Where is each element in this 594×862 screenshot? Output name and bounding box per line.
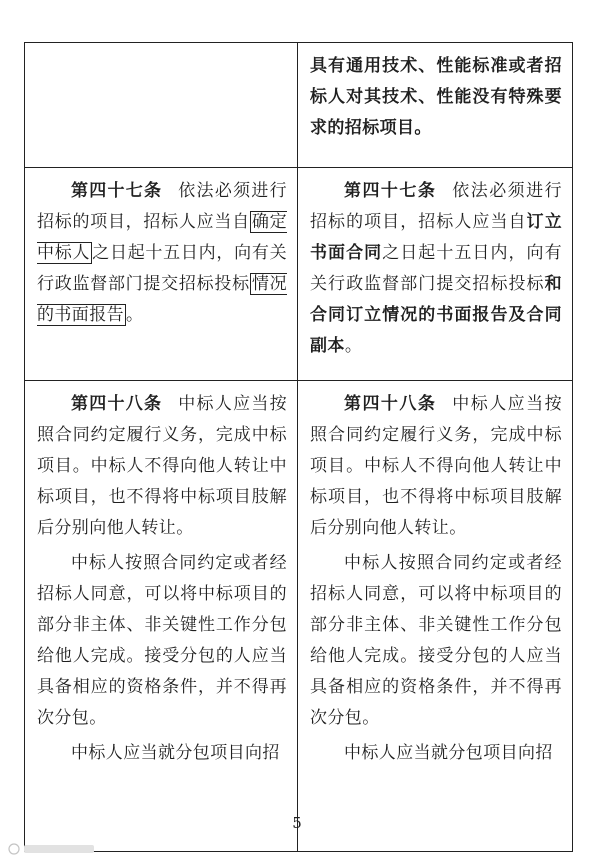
comparison-table bbox=[24, 42, 573, 852]
bold-change: 和合同订立情况的书面报告及合同副本 bbox=[310, 274, 562, 356]
text-span: 依法必须进行招标的项目，招标人应当自 bbox=[37, 181, 287, 232]
text-span: 之日起十五日内，向有关行政监督部门提交招标投标 bbox=[310, 243, 562, 294]
new-text: 具有通用技术、性能标准或者招标人对其技术、性能没有特殊要求的招标项目。 bbox=[310, 56, 562, 138]
bold-change: 订立书面合同 bbox=[310, 212, 562, 263]
highlight-box: 情况的书面报告 bbox=[37, 274, 287, 325]
new-article-48 bbox=[298, 381, 573, 852]
old-article-48 bbox=[25, 381, 298, 852]
table-row bbox=[25, 43, 573, 168]
watermark-icon bbox=[8, 842, 98, 856]
paragraph: 中标人应当就分包项目向招 bbox=[71, 743, 280, 763]
text-span: 之日起十五日内，向有关行政监督部门提交招标投标 bbox=[37, 243, 287, 294]
text-span: 。 bbox=[344, 336, 363, 356]
article-number: 第四十七条 bbox=[344, 181, 437, 201]
text-span: 依法必须进行招标的项目，招标人应当自 bbox=[310, 181, 562, 232]
watermark-logo bbox=[8, 842, 98, 859]
paragraph: 中标人按照合同约定或者经招标人同意，可以将中标项目的部分非主体、非关键性工作分包给他人完成。接受分包的人应当具备相应的资格条件，并不得再次分包。 bbox=[310, 553, 562, 728]
new-text-cell bbox=[298, 43, 573, 168]
paragraph: 中标人应当按照合同约定履行义务，完成中标项目。中标人不得向他人转让中标项目，也不得将中标项目肢解后分别向他人转让。 bbox=[37, 394, 287, 538]
article-number: 第四十八条 bbox=[71, 394, 163, 414]
paragraph: 中标人应当按照合同约定履行义务，完成中标项目。中标人不得向他人转让中标项目，也不得将中标项目肢解后分别向他人转让。 bbox=[310, 394, 562, 538]
table-row bbox=[25, 381, 573, 852]
paragraph: 中标人应当就分包项目向招 bbox=[344, 743, 553, 763]
new-article-47 bbox=[298, 168, 573, 381]
table-row bbox=[25, 168, 573, 381]
text-span: 。 bbox=[126, 305, 144, 325]
old-text-cell bbox=[25, 43, 298, 168]
old-article-47 bbox=[25, 168, 298, 381]
highlight-box: 确定中标人 bbox=[37, 212, 287, 263]
article-number: 第四十八条 bbox=[344, 394, 437, 414]
article-number: 第四十七条 bbox=[71, 181, 163, 201]
paragraph: 中标人按照合同约定或者经招标人同意，可以将中标项目的部分非主体、非关键性工作分包给他人完成。接受分包的人应当具备相应的资格条件，并不得再次分包。 bbox=[37, 553, 287, 728]
page-number: 5 bbox=[292, 814, 302, 832]
